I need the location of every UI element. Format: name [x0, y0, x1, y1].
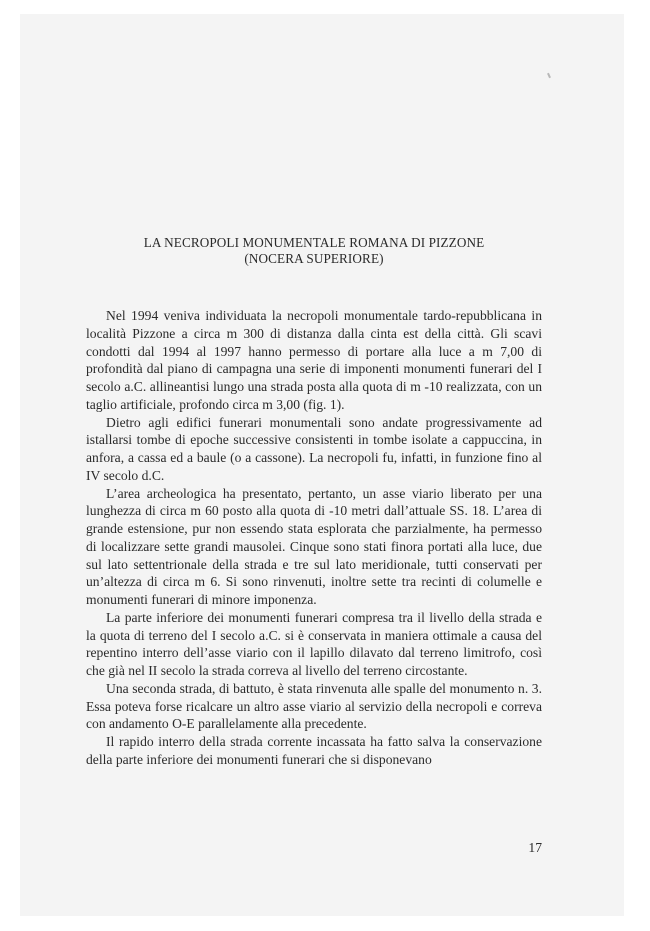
- paragraph-6: Il rapido interro della strada corrente incassata ha fatto salva la conservazione della parte inferiore dei monumenti funerari che si disponevano: [86, 734, 542, 767]
- paragraph-1: Nel 1994 veniva individuata la necropoli monumentale tardo-repubblicana in località Pizzone a circa m 300 di distanza dalla cinta est della città. Gli scavi condotti dal 1994 al 1997 hanno permesso di portare alla luce a m 7,00 di profondità dal piano di campagna una serie di imponenti monumenti funerari del I secolo a.C. allineantisi lungo una strada posta alla quota di m -10 realizzata, con un taglio artificiale, profondo circa m 3,00 (fig. 1).: [86, 308, 542, 412]
- article-title: [86, 235, 542, 267]
- title-line-1: LA NECROPOLI MONUMENTALE ROMANA DI PIZZONE: [143, 235, 485, 250]
- paragraph-3: L’area archeologica ha presentato, pertanto, un asse viario liberato per una lunghezza di circa m 60 posto alla quota di -10 metri dall’attuale SS. 18. L’area di grande estensione, pur non essendo stata esplorata che parzialmente, ha permesso di localizzare sette grandi mausolei. Cinque sono stati finora portati alla luce, due sul lato settentrionale della strada e tre sul lato meridionale, tutti conservati per un’altezza di circa m 6. Si sono rinvenuti, inoltre sette tra recinti di columelle e monumenti funerari di minore imponenza.: [86, 485, 542, 607]
- title-line-2: (NOCERA SUPERIORE): [244, 251, 384, 266]
- book-page: [86, 0, 542, 931]
- paragraph-4: La parte inferiore dei monumenti funerari compresa tra il livello della strada e la quota di terreno del I secolo a.C. si è conservata in maniera ottimale a causa del repentino interro dell’asse viario con il lapillo dilavato dal terreno limitrofo, così che già nel II secolo la strada correva al livello del terreno circostante.: [86, 609, 542, 678]
- paragraph-5: Una seconda strada, di battuto, è stata rinvenuta alle spalle del monumento n. 3. Essa poteva forse ricalcare un altro asse viario al servizio della necropoli e correva con andamento O-E parallelamente alla precedente.: [86, 680, 542, 732]
- page-number: 17: [528, 840, 542, 855]
- paragraph-2: Dietro agli edifici funerari monumentali sono andate progressivamente ad istallarsi tombe di epoche successive consistenti in tombe isolate a cappuccina, in anfora, a cassa ed a baule (o a cassone). La necropoli fu, infatti, in funzione fino al IV secolo d.C.: [86, 414, 542, 483]
- article-body: [86, 307, 542, 769]
